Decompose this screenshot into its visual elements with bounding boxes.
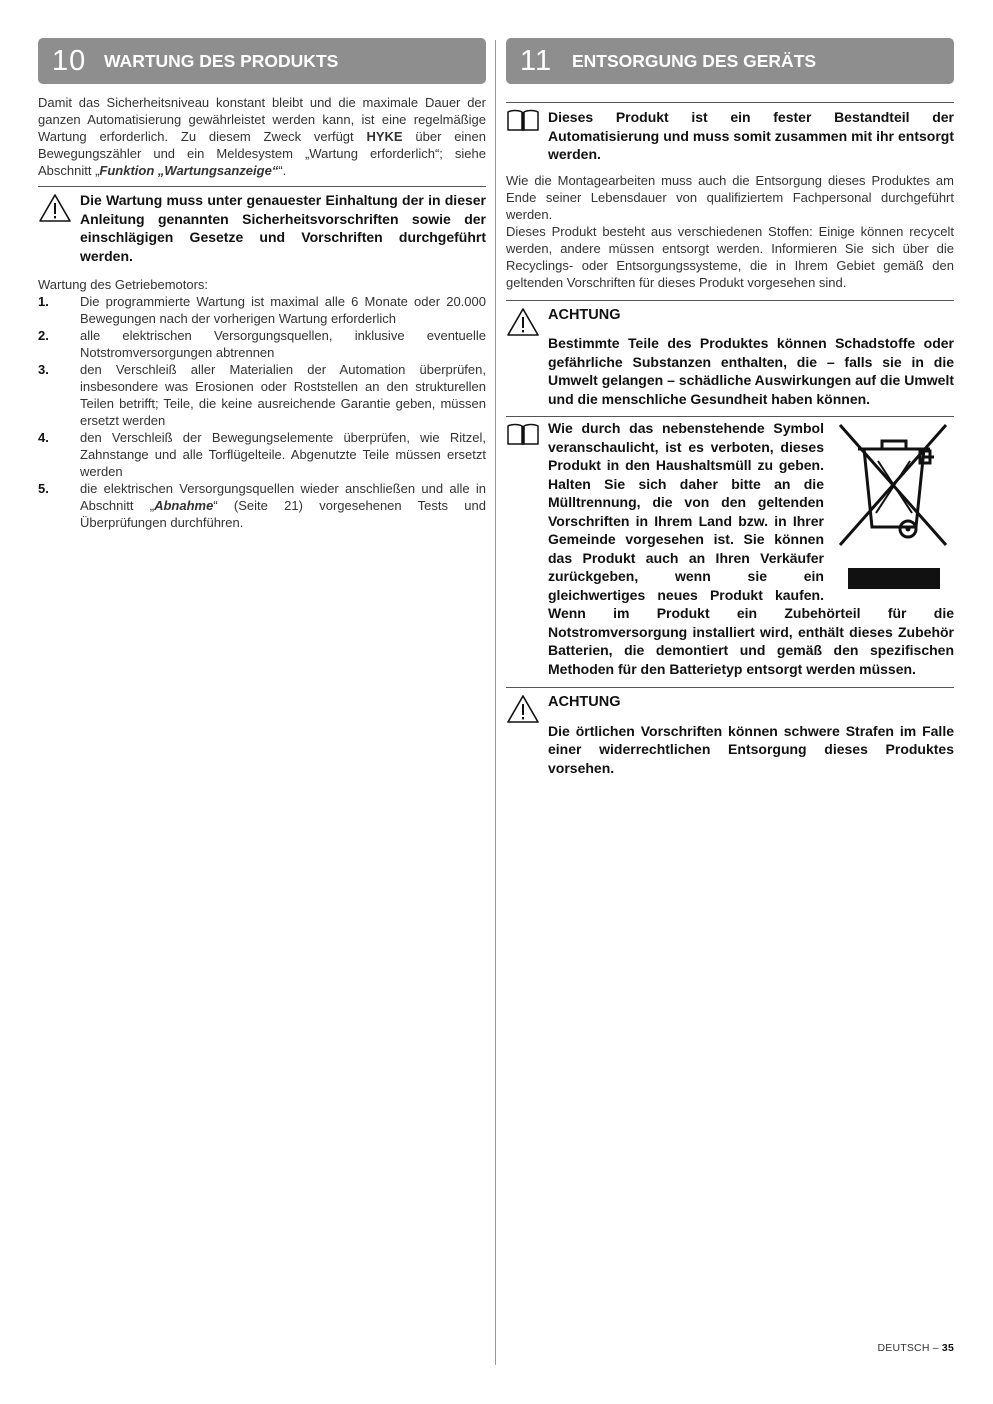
note-text: Dieses Produkt ist ein fester Bestandteil der Automatisierung und muss somit zusammen mit ihr entsorgt werden. — [548, 109, 954, 162]
section-header — [38, 38, 486, 84]
section-title: ENTSORGUNG DES GERÄTS — [572, 50, 817, 71]
reference-abnahme: Abnahme — [154, 498, 214, 513]
warning-title: ACHTUNG — [548, 306, 621, 323]
list-item: 3. den Verschleiß aller Materialien der Automation überprüfen, insbesondere was Erosionen oder Roststellen an den strukturellen Teilen betrifft; Teile, die keine ausreichende Garantie geben, müssen ersetzt werden — [38, 362, 486, 428]
section-maintenance — [38, 38, 486, 531]
maintenance-steps — [38, 293, 486, 531]
section-title: WARTUNG DES PRODUKTS — [104, 50, 339, 71]
footer-language: DEUTSCH – — [877, 1342, 942, 1354]
list-item: 4. den Verschleiß der Bewegungselemente überprüfen, wie Ritzel, Zahnstange und alle Torflügelteile. Abgenutzte Teile müssen ersetzt werden — [38, 430, 486, 479]
open-book-icon — [506, 103, 548, 164]
reference-wartungsanzeige: Funktion „Wartungsanzeige“ — [99, 163, 279, 178]
weee-black-bar — [848, 568, 940, 589]
warning-text: Die Wartung muss unter genauester Einhaltung der in dieser Anleitung genannten Sicherheitsvorschriften sowie der einschlägigen Gesetze und Vorschriften durchgeführt werden. — [80, 192, 486, 264]
warning-block — [506, 300, 954, 409]
steps-intro: Wartung des Getriebemotors: — [38, 277, 209, 292]
note-block — [506, 102, 954, 164]
intro-text-cont: über einen Bewegungszähler und ein Meldesystem „Wartung erforderlich“; siehe Abschnitt „ — [38, 129, 486, 178]
disposal-paragraph-2: Dieses Produkt besteht aus verschiedenen Stoffen: Einige können recycelt werden, andere müssen entsorgt werden. Informieren Sie sich über die Recyclings- oder Entsorgungssysteme, die in Ihrem Gebiet gemäß den geltenden Vorschriften für dieses Produkt vorgesehen sind. — [506, 223, 954, 290]
intro-text: Damit das Sicherheitsniveau konstant bleibt und die maximale Dauer der ganzen Automatisierung gewährleistet werden kann, ist eine regelmäßige Wartung erforderlich. Zu diesem Zweck verfügt — [38, 95, 486, 144]
list-item: 1. Die programmierte Wartung ist maximal alle 6 Monate oder 20.000 Bewegungen nach der vorherigen Wartung erforderlich — [38, 294, 486, 326]
warning-block — [38, 186, 486, 265]
list-item: 5. die elektrischen Versorgungsquellen wieder anschließen und alle in Abschnitt „Abnahme“ (Seite 21) vorgesehenen Tests und Überprüfungen durchführen. — [38, 481, 486, 530]
intro-end: “. — [278, 163, 287, 178]
page-footer — [877, 1342, 954, 1354]
warning-block — [506, 687, 954, 777]
disposal-paragraph-1: Wie die Montagearbeiten muss auch die Entsorgung dieses Produktes am Ende seiner Lebensdauer von qualifiziertem Fachpersonal durchgeführt werden. — [506, 172, 954, 222]
warning-triangle-icon — [38, 187, 80, 265]
open-book-icon — [506, 417, 548, 678]
note-text: Wie durch das nebenstehende Symbol veranschaulicht, ist es verboten, dieses Produkt in den Haushaltsmüll zu geben. Halten Sie sich daher bitte an die Mülltrennung, die von den geltenden Vorschriften in Ihrem Land bzw. in Ihrer Gemeinde vorgesehen ist. Sie können das Produkt auch an Ihren Verkäufer zurückgeben, wenn sie ein gleichwertiges neues Produkt kaufen. Wenn im Produkt ein Zubehörteil für die Notstromversorgung installiert wird, enthält dieses Zubehör Batterien, die demontiert und gemäß den spezifischen Methoden für den Batterietyp entsorgt werden müssen. — [548, 420, 954, 677]
list-item: 2. alle elektrischen Versorgungsquellen, inklusive eventuelle Notstromversorgungen abtrennen — [38, 328, 486, 360]
section-number: 11 — [520, 44, 553, 77]
page-number: 35 — [941, 1342, 954, 1354]
warning-triangle-icon — [506, 688, 548, 777]
crossed-out-wheelie-bin-icon — [834, 417, 954, 589]
brand-name: HYKE — [366, 129, 403, 144]
intro-paragraph — [38, 94, 486, 179]
warning-text: Die örtlichen Vorschriften können schwere Strafen im Falle einer widerrechtlichen Entsorgung dieses Produktes vorsehen. — [548, 722, 954, 776]
warning-title: ACHTUNG — [548, 694, 621, 710]
section-disposal — [506, 38, 954, 777]
section-header — [506, 38, 954, 84]
warning-text: Bestimmte Teile des Produktes können Schadstoffe oder gefährliche Substanzen enthalten, die – falls sie in die Umwelt gelangen – schädliche Auswirkungen auf die Umwelt und die menschliche Gesundheit haben können. — [548, 335, 954, 407]
section-number: 10 — [52, 44, 87, 77]
warning-triangle-icon — [506, 301, 548, 409]
note-block-weee — [506, 416, 954, 678]
column-divider — [495, 40, 496, 1365]
